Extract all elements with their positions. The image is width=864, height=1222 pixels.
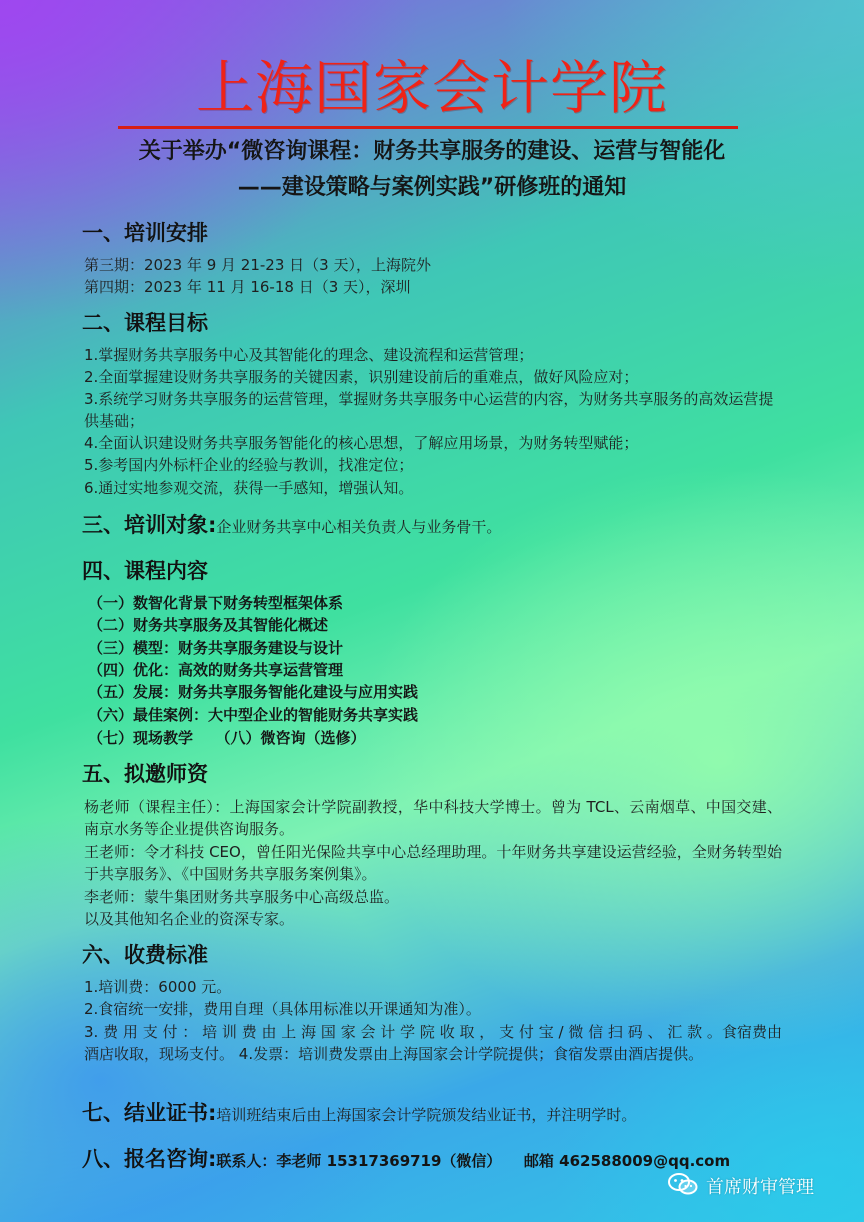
certificate-row xyxy=(82,1099,636,1129)
goal-item: 3.系统学习财务共享服务的运营管理，掌握财务共享服务中心运营的内容，为财务共享服务的高效运营提供基础； xyxy=(84,390,774,430)
fees-heading: 六、收费标准 xyxy=(82,943,208,967)
account-name: 首席财审管理 xyxy=(706,1177,814,1198)
content-item: （一）数智化背景下财务转型框架体系 xyxy=(88,594,344,612)
content-item: （二）财务共享服务及其智能化概述 xyxy=(88,616,329,634)
institution-title: 上海国家会计学院 xyxy=(195,54,668,122)
notice-title-line-2: ——建设策略与案例实践”研修班的通知 xyxy=(237,175,627,200)
teacher-note: 以及其他知名企业的资深专家。 xyxy=(84,910,295,928)
goal-item: 6.通过实地参观交流，获得一手感知，增强认知。 xyxy=(84,479,414,497)
content-item: （五）发展：财务共享服务智能化建设与应用实践 xyxy=(88,683,419,701)
teachers-heading: 五、拟邀师资 xyxy=(82,762,208,786)
wechat-icon xyxy=(668,1172,698,1204)
fee-item: 2.食宿统一安排，费用自理（具体用标准以开课通知为准）。 xyxy=(84,1000,481,1018)
audience-text: 企业财务共享中心相关负责人与业务骨干。 xyxy=(216,518,502,536)
teacher-bio: 杨老师（课程主任）：上海国家会计学院副教授，华中科技大学博士。曾为 TCL、云南烟草、中国交建、南京水务等企业提供咨询服务。 xyxy=(84,798,782,838)
title-divider xyxy=(118,126,738,129)
schedule-line: 第四期：2023 年 11 月 16-18 日（3 天），深圳 xyxy=(84,278,411,296)
content-item: （三）模型：财务共享服务建设与设计 xyxy=(88,639,344,657)
teacher-bio: 李老师：蒙牛集团财务共享服务中心高级总监。 xyxy=(84,888,400,906)
certificate-text: 培训班结束后由上海国家会计学院颁发结业证书，并注明学时。 xyxy=(216,1106,637,1124)
content-item: （七）现场教学 （八）微咨询（选修） xyxy=(88,729,366,747)
audience-row xyxy=(82,511,501,541)
goals-heading: 二、课程目标 xyxy=(82,311,208,335)
goal-item: 4.全面认识建设财务共享服务智能化的核心思想，了解应用场景，为财务转型赋能； xyxy=(84,434,639,452)
enroll-heading: 八、报名咨询: xyxy=(82,1147,217,1171)
account-watermark xyxy=(668,1172,814,1204)
content-item: （六）最佳案例：大中型企业的智能财务共享实践 xyxy=(88,706,419,724)
enroll-contact: 联系人：李老师 15317369719（微信） 邮箱 462588009@qq.com xyxy=(216,1152,731,1170)
goal-item: 1.掌握财务共享服务中心及其智能化的理念、建设流程和运营管理； xyxy=(84,346,534,364)
schedule-heading: 一、培训安排 xyxy=(82,221,208,245)
fee-item: 1.培训费：6000 元。 xyxy=(84,978,232,996)
teacher-bio: 王老师：令才科技 CEO，曾任阳光保险共享中心总经理助理。十年财务共享建设运营经验，全财务转型始于共享服务》、《中国财务共享服务案例集》。 xyxy=(84,843,782,883)
content-heading: 四、课程内容 xyxy=(82,559,208,583)
goal-item: 5.参考国内外标杆企业的经验与教训，找准定位； xyxy=(84,456,414,474)
audience-heading: 三、培训对象: xyxy=(82,513,217,537)
goal-item: 2.全面掌握建设财务共享服务的关键因素，识别建设前后的重难点，做好风险应对； xyxy=(84,368,639,386)
enroll-row xyxy=(82,1145,730,1175)
fee-item: 3. 费 用 支 付 ： 培 训 费 由 上 海 国 家 会 计 学 院 收 取 ， 支 付 宝 / 微 信 扫 码 、 汇 款 。食宿费由酒店收取，现场支付。 4.发票：培训费发票由上海国家会计学院提供；食宿发票由酒店提供。 xyxy=(84,1023,782,1063)
notice-title-line-1: 关于举办“微咨询课程：财务共享服务的建设、运营与智能化 xyxy=(138,139,726,164)
content-item: （四）优化：高效的财务共享运营管理 xyxy=(88,661,344,679)
schedule-line: 第三期：2023 年 9 月 21-23 日（3 天），上海院外 xyxy=(84,256,431,274)
certificate-heading: 七、结业证书: xyxy=(82,1101,217,1125)
